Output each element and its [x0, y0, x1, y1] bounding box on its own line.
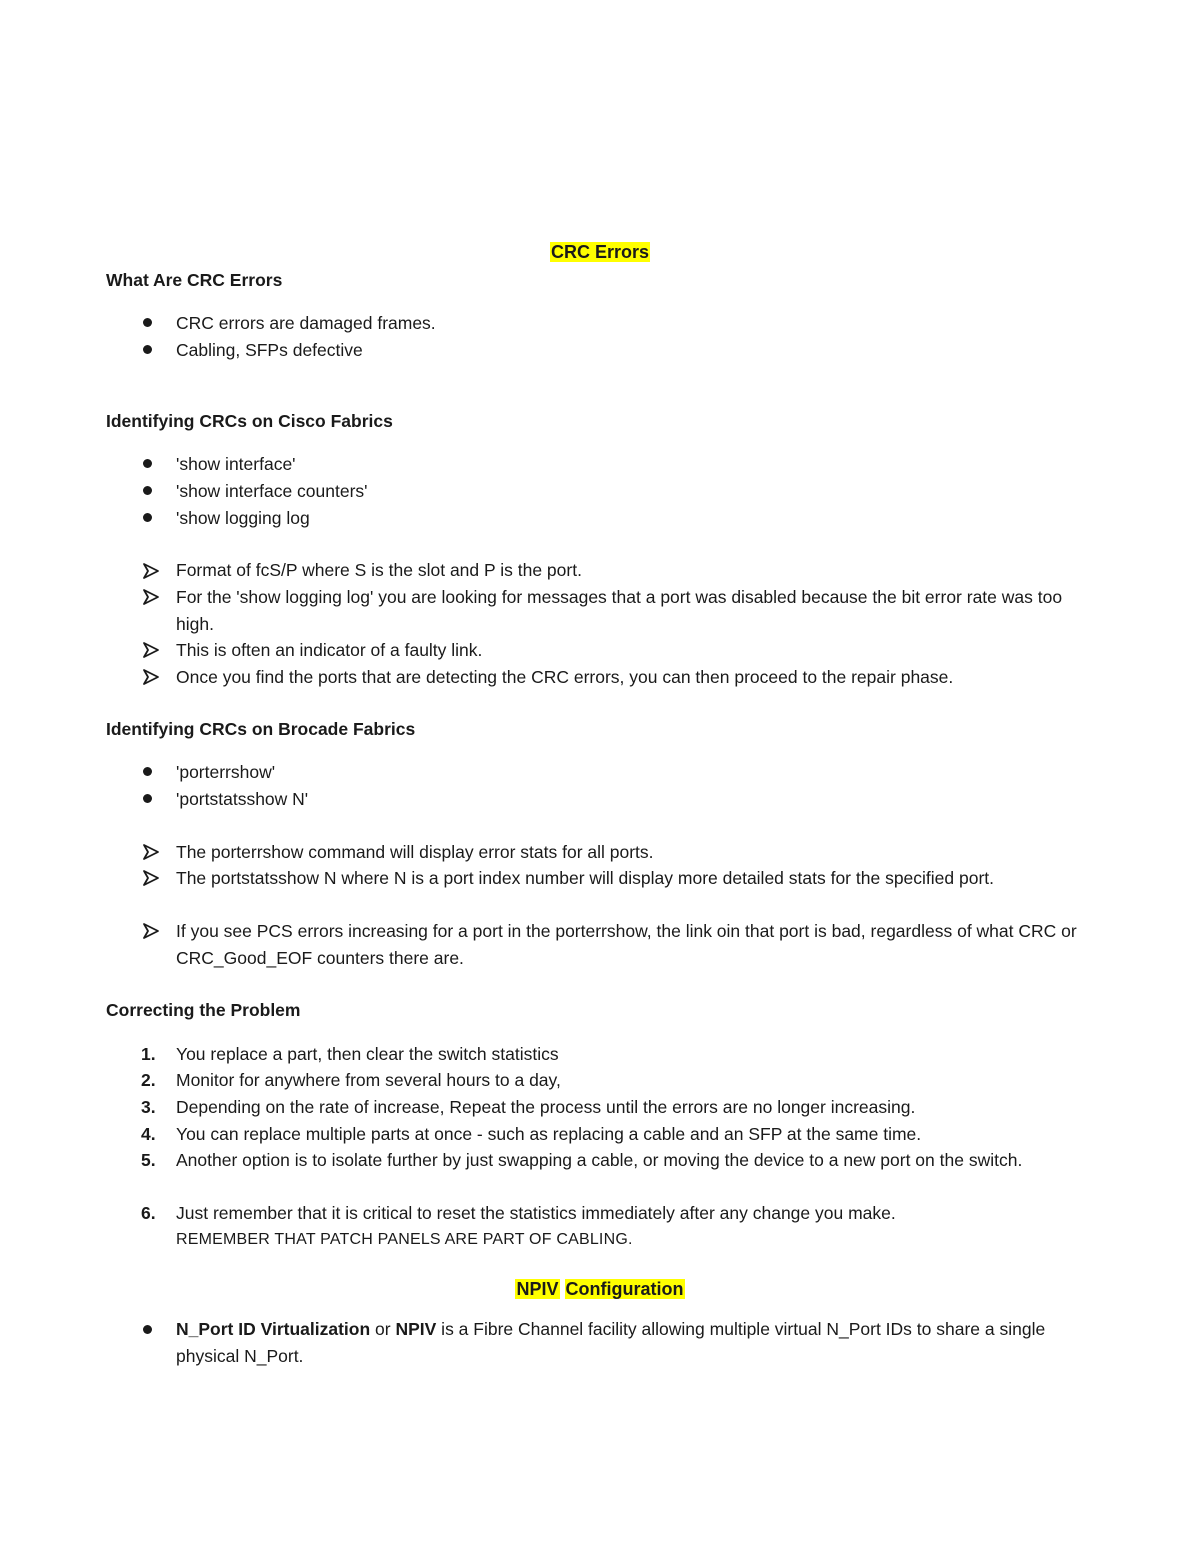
list-item: The porterrshow command will display error stats for all ports.	[176, 842, 654, 862]
step-number: 4.	[141, 1124, 156, 1144]
heading-brocade-fabrics: Identifying CRCs on Brocade Fabrics	[106, 719, 416, 739]
step-number: 3.	[141, 1097, 156, 1117]
step-number: 1.	[141, 1044, 156, 1064]
heading-correcting-problem: Correcting the Problem	[106, 1000, 301, 1020]
list-item: 'show interface counters'	[176, 481, 368, 501]
list-item: 'porterrshow'	[176, 762, 276, 782]
title-highlight: CRC Errors	[550, 242, 650, 262]
step-number: 5.	[141, 1150, 156, 1170]
step-number: 2.	[141, 1070, 156, 1090]
list-item: 'show logging log	[176, 508, 310, 528]
bullet-icon	[143, 794, 152, 803]
list-item: Cabling, SFPs defective	[176, 340, 363, 360]
bullet-icon	[143, 513, 152, 522]
arrow-bullet-icon	[141, 587, 161, 607]
list-item: If you see PCS errors increasing for a port in the porterrshow, the link oin that port is bad, regardless of what CRC or CRC_Good_EOF counters there are.	[176, 921, 1077, 968]
step-item: You can replace multiple parts at once - such as replacing a cable and an SFP at the same time.	[176, 1124, 922, 1144]
step-item: You replace a part, then clear the switch statistics	[176, 1044, 559, 1064]
npiv-title	[0, 1277, 1200, 1301]
heading-cisco-fabrics: Identifying CRCs on Cisco Fabrics	[106, 411, 393, 431]
list-item: The portstatsshow N where N is a port index number will display more detailed stats for the specified port.	[176, 868, 995, 888]
bullet-icon	[143, 486, 152, 495]
npiv-definition	[176, 1316, 1096, 1369]
bullet-icon	[143, 1325, 152, 1334]
list-item: 'portstatsshow N'	[176, 789, 309, 809]
step-item: Just remember that it is critical to reset the statistics immediately after any change you make.	[176, 1203, 896, 1223]
npiv-abbrev: NPIV	[395, 1319, 437, 1339]
list-item: CRC errors are damaged frames.	[176, 313, 436, 333]
list-item: Once you find the ports that are detecting the CRC errors, you can then proceed to the repair phase.	[176, 667, 954, 687]
arrow-bullet-icon	[141, 842, 161, 862]
npiv-term: N_Port ID Virtualization	[176, 1319, 371, 1339]
bullet-icon	[143, 318, 152, 327]
step-item: Depending on the rate of increase, Repeat the process until the errors are no longer increasing.	[176, 1097, 916, 1117]
list-item: Format of fcS/P where S is the slot and P is the port.	[176, 560, 582, 580]
npiv-title-highlight-1: NPIV	[516, 1279, 559, 1299]
arrow-bullet-icon	[141, 868, 161, 888]
npiv-connector: or	[370, 1319, 396, 1339]
heading-what-are-crc-errors: What Are CRC Errors	[106, 270, 283, 290]
step-number: 6.	[141, 1203, 156, 1223]
arrow-bullet-icon	[141, 921, 161, 941]
page-title	[0, 240, 1200, 264]
bullet-icon	[143, 345, 152, 354]
npiv-title-highlight-2: Configuration	[565, 1279, 684, 1299]
arrow-bullet-icon	[141, 667, 161, 687]
arrow-bullet-icon	[141, 640, 161, 660]
bullet-icon	[143, 459, 152, 468]
patch-panel-note: REMEMBER THAT PATCH PANELS ARE PART OF CABLING.	[176, 1231, 633, 1248]
list-item: 'show interface'	[176, 454, 296, 474]
list-item: For the 'show logging log' you are looking for messages that a port was disabled because the bit error rate was too high.	[176, 587, 1063, 634]
step-item: Monitor for anywhere from several hours to a day,	[176, 1070, 561, 1090]
list-item: This is often an indicator of a faulty link.	[176, 640, 483, 660]
step-item: Another option is to isolate further by just swapping a cable, or moving the device to a new port on the switch.	[176, 1150, 1023, 1170]
bullet-icon	[143, 767, 152, 776]
npiv-description: is a Fibre Channel facility allowing multiple virtual N_Port IDs to share a single physical N_Port.	[176, 1319, 1046, 1366]
arrow-bullet-icon	[141, 561, 161, 581]
